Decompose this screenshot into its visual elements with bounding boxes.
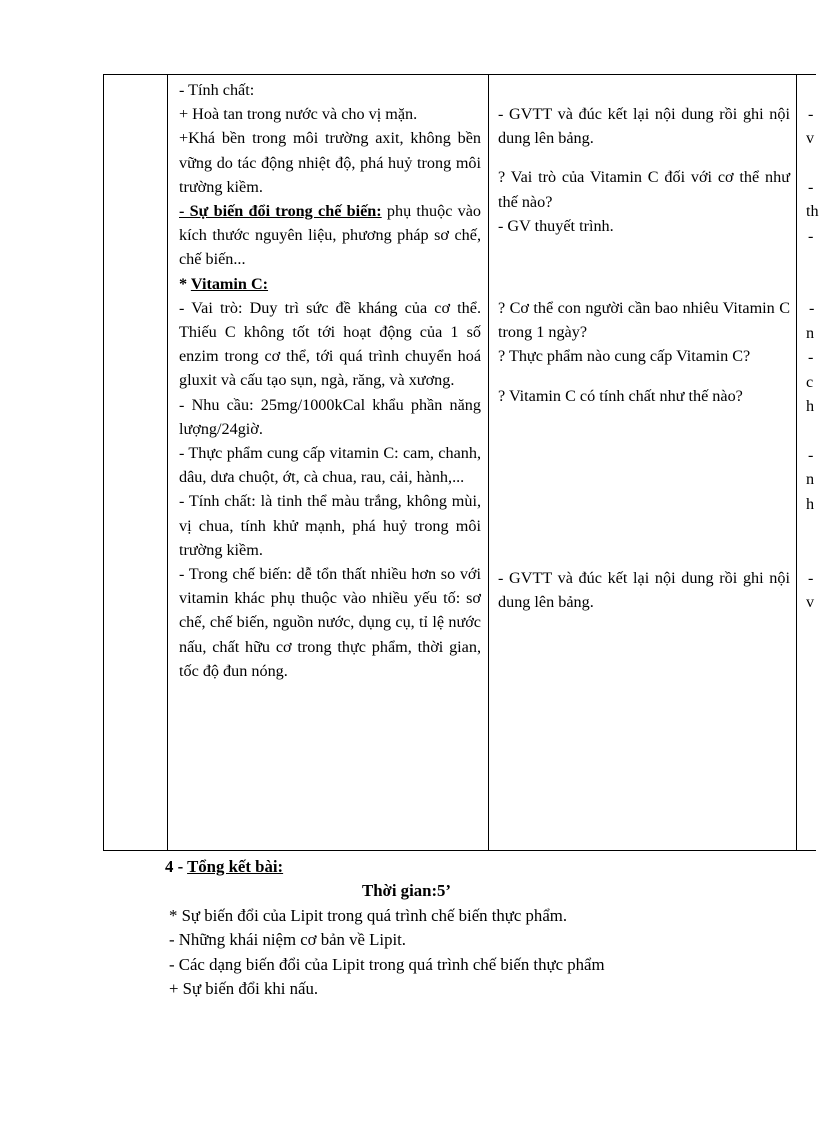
summary-heading-title: Tổng kết bài: xyxy=(187,857,284,876)
student-fragment: v xyxy=(806,129,815,147)
content-para-6: - Vai trò: Duy trì sức đề kháng của cơ thể. Thiếu C không tốt tới hoạt động của 1 số enzim trong cơ thể, tới quá trình chuyển hoá gluxit và cấu tạo sụn, ngà, răng, và xương. xyxy=(179,298,481,390)
summary-section xyxy=(165,855,805,1001)
summary-heading-number: 4 - xyxy=(165,857,188,876)
content-para-9: - Tính chất: là tinh thể màu trắng, không mùi, vị chua, tính khử mạnh, phá huỷ trong môi trường kiềm. xyxy=(179,492,481,559)
column-divider-2 xyxy=(488,74,489,851)
teacher-activity-7: - GVTT và đúc kết lại nội dung rồi ghi nội dung lên bảng. xyxy=(498,569,790,612)
teacher-activity-3: - GV thuyết trình. xyxy=(498,216,614,235)
content-para-8: - Thực phẩm cung cấp vitamin C: cam, chanh, dâu, dưa chuột, ớt, cà chua, rau, cải, hành,... xyxy=(179,444,481,487)
summary-line-3: - Các dạng biến đổi của Lipit trong quá trình chế biến thực phẩm xyxy=(169,954,605,974)
student-fragment: n xyxy=(806,324,815,342)
summary-line-4: + Sự biến đổi khi nấu. xyxy=(169,979,319,999)
teacher-activity-4: ? Cơ thể con người cần bao nhiêu Vitamin C trong 1 ngày? xyxy=(498,299,790,342)
vitamin-c-prefix: * xyxy=(179,274,191,293)
vitamin-c-title: Vitamin C: xyxy=(190,274,269,293)
content-para-1: - Tính chất: xyxy=(179,81,255,99)
teacher-activity-2: ? Vai trò của Vitamin C đối với cơ thể như thế nào? xyxy=(498,168,790,211)
student-fragment: - xyxy=(808,569,814,587)
summary-line-1: * Sự biến đổi của Lipit trong quá trình chế biến thực phẩm. xyxy=(169,905,568,925)
student-fragment: - xyxy=(808,105,814,123)
content-para-4-label: - Sự biến đổi trong chế biến: xyxy=(179,202,382,221)
column-divider-1 xyxy=(167,74,168,851)
content-para-7: - Nhu cầu: 25mg/1000kCal khẩu phần năng lượng/24giờ. xyxy=(179,395,481,438)
teacher-activity-block-3 xyxy=(498,566,790,614)
content-para-10: - Trong chế biến: dễ tổn thất nhiều hơn so với vitamin khác phụ thuộc vào nhiều yếu tố: sơ chế, chế biến, nguồn nước, dụng cụ, tỉ lệ nước nấu, chất hữu cơ trong thực phẩm, thời gian, tốc độ đun nóng. xyxy=(179,565,481,680)
content-para-2: + Hoà tan trong nước và cho vị mặn. xyxy=(179,105,418,124)
summary-heading xyxy=(165,855,805,879)
content-column xyxy=(179,78,481,683)
student-fragment: - xyxy=(808,446,814,464)
summary-time: Thời gian:5’ xyxy=(362,881,452,901)
student-fragment: c xyxy=(806,373,814,391)
student-fragment: h xyxy=(806,397,815,415)
vitamin-c-heading xyxy=(179,272,481,296)
table-top-border xyxy=(103,74,816,75)
student-fragment: - xyxy=(808,348,814,366)
content-para-3: +Khá bền trong môi trường axit, không bền vững do tác động nhiệt độ, phá huỷ trong môi trường kiềm. xyxy=(179,129,481,196)
teacher-activity-block-1 xyxy=(498,102,790,238)
table-left-border xyxy=(103,74,104,851)
student-fragment: - xyxy=(808,178,814,196)
column-divider-3 xyxy=(796,74,797,851)
teacher-activity-5: ? Thực phẩm nào cung cấp Vitamin C? xyxy=(498,347,751,366)
summary-line-2: - Những khái niệm cơ bản về Lipit. xyxy=(169,930,407,950)
table-bottom-border xyxy=(103,850,816,851)
student-fragment: - xyxy=(808,227,814,245)
student-fragment: h xyxy=(806,495,815,513)
student-fragment: v xyxy=(806,593,815,611)
student-fragment: - xyxy=(809,299,815,317)
teacher-activity-1: - GVTT và đúc kết lại nội dung rồi ghi nội dung lên bảng. xyxy=(498,105,790,148)
teacher-activity-block-2 xyxy=(498,296,790,408)
student-fragment: th xyxy=(806,202,819,220)
teacher-activity-6: ? Vitamin C có tính chất như thế nào? xyxy=(498,386,743,405)
content-para-4 xyxy=(179,199,481,272)
content-para-4-text: phụ thuộc vào kích thước nguyên liệu, phương pháp sơ chế, chế biến... xyxy=(179,202,481,269)
student-fragment: n xyxy=(806,470,815,488)
